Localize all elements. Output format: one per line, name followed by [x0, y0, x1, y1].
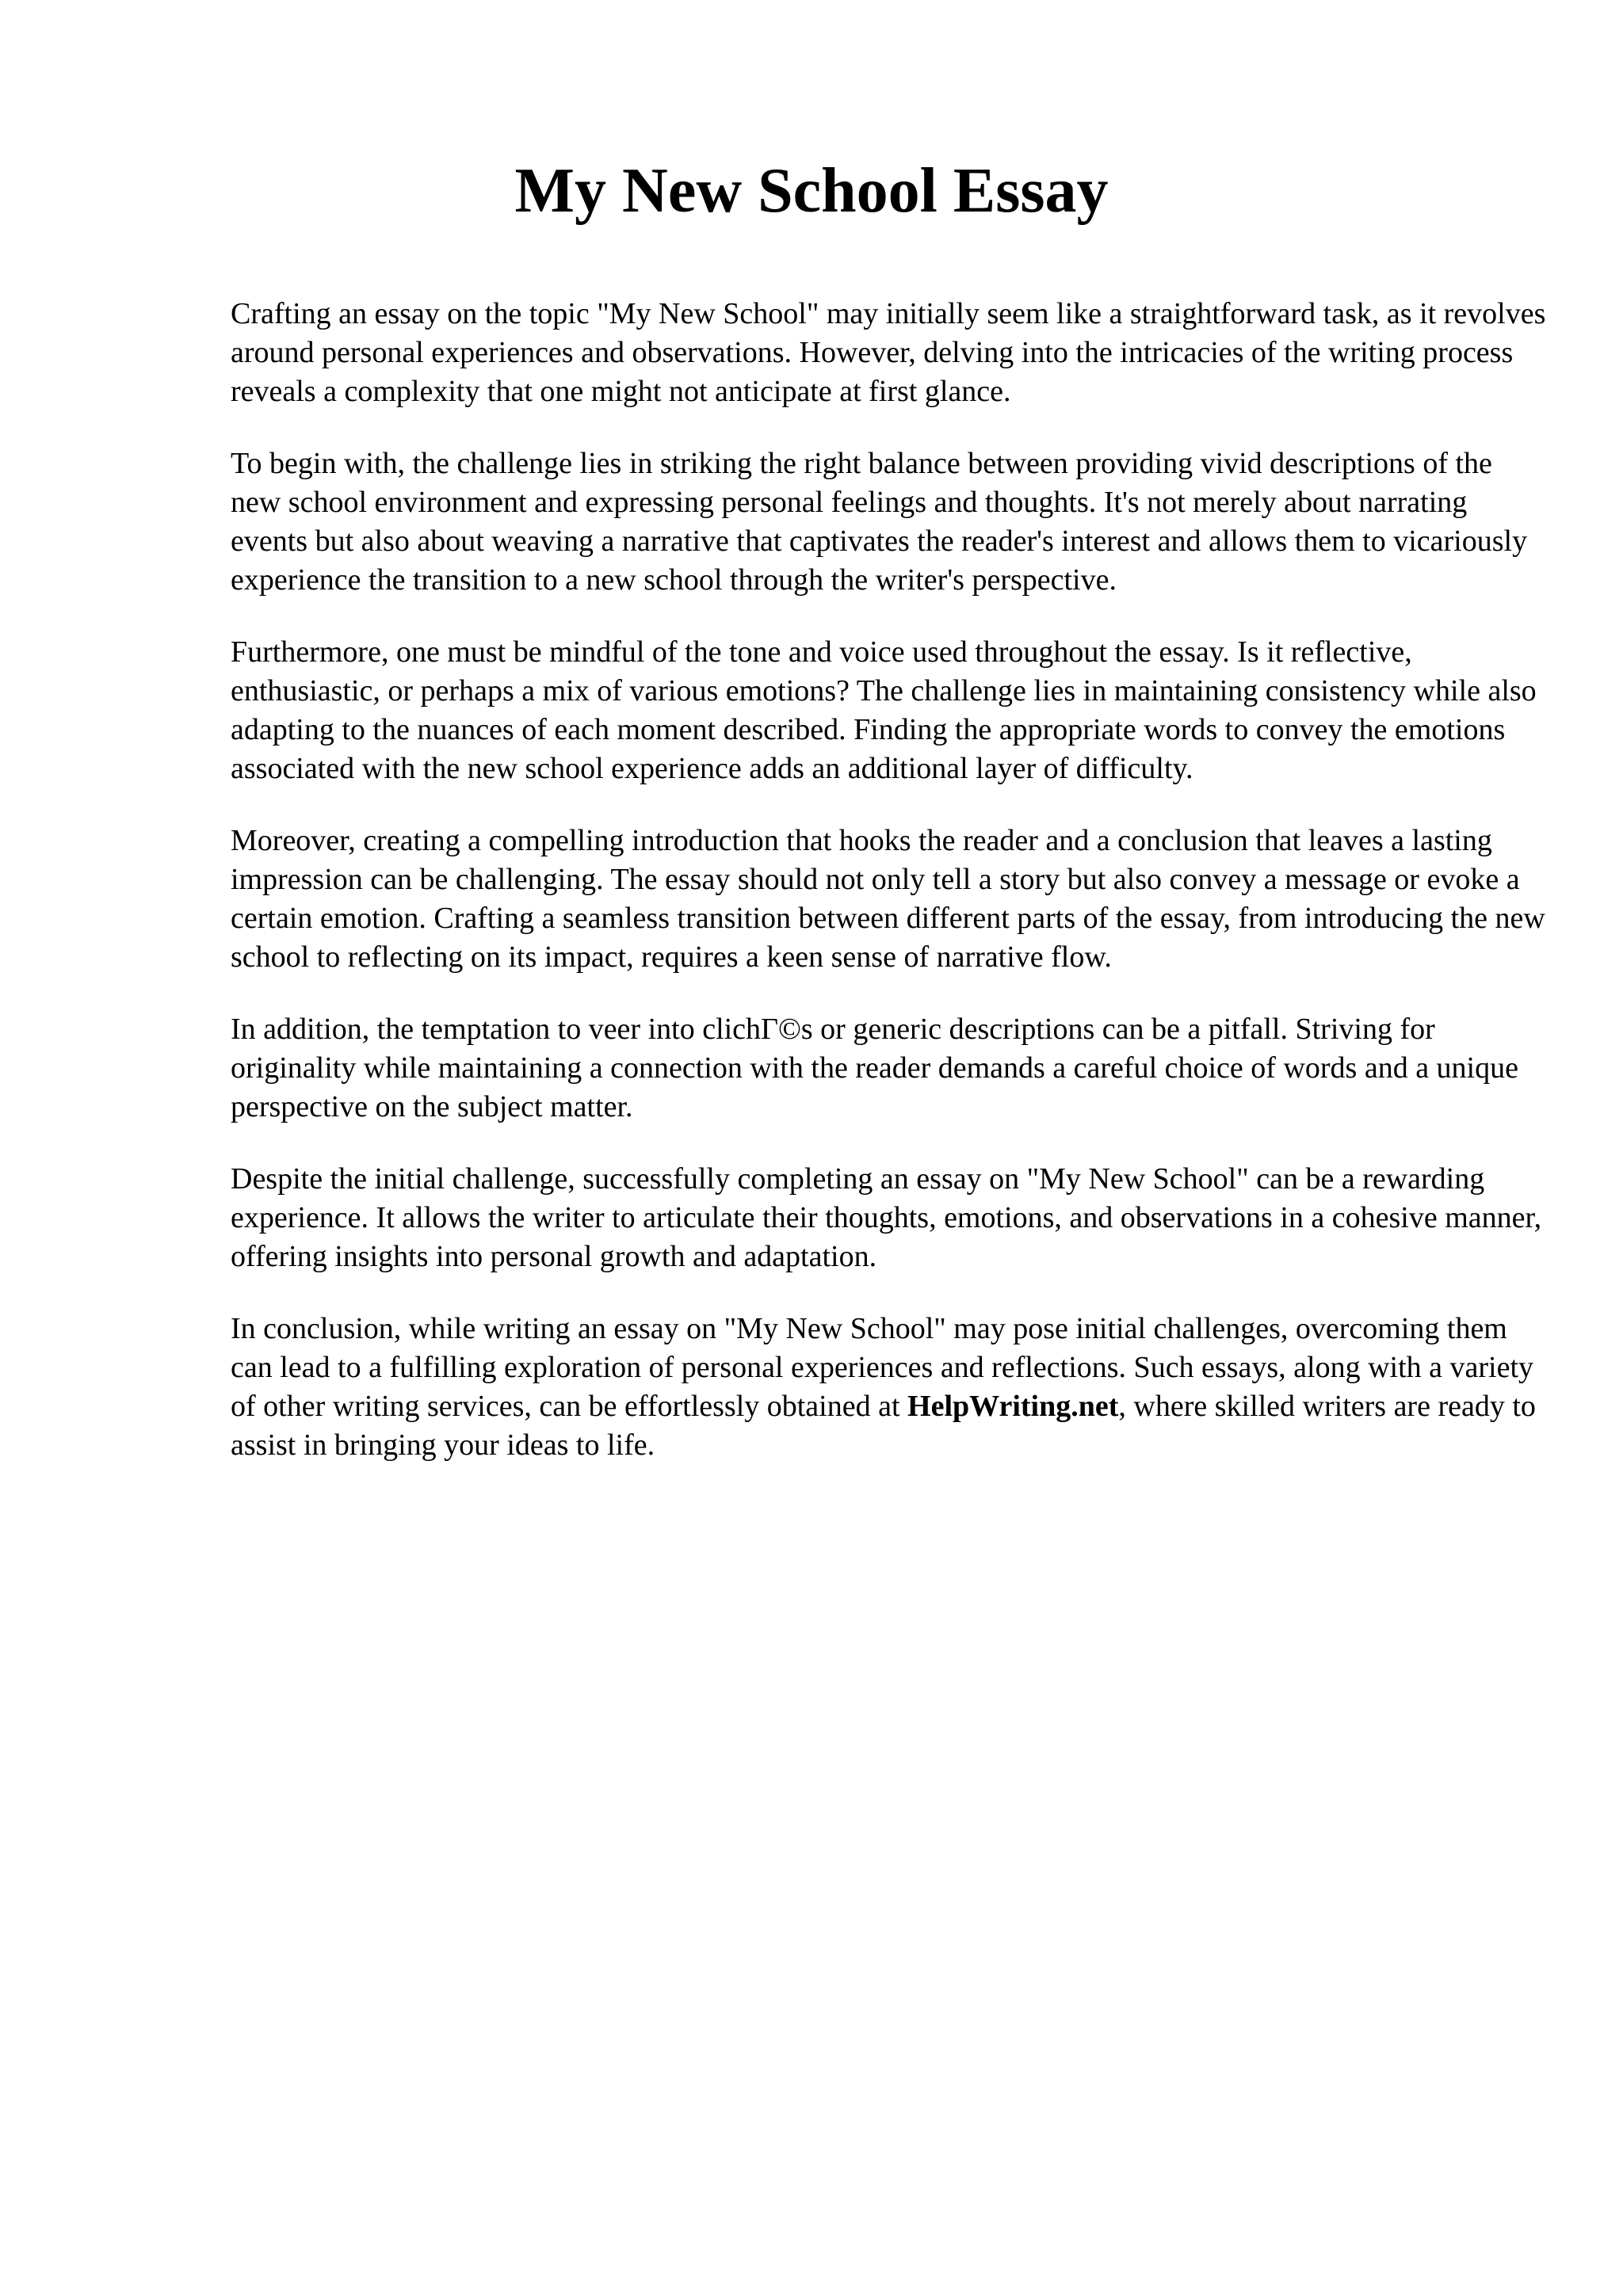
conclusion-text-end: , where skilled writers are ready to assist in bringing your ideas to life. — [231, 1390, 1536, 1462]
brand-name: HelpWriting.net — [907, 1390, 1119, 1423]
paragraph-originality: In addition, the temptation to veer into clichΓ©s or generic descriptions can be a pitfall. Striving for originality while maintaining a connection with the reader demands a careful choice of words and a unique perspective on the subject matter. — [231, 1013, 1518, 1123]
page-title: My New School Essay — [514, 156, 1109, 226]
paragraph-conclusion — [231, 1310, 1546, 1465]
paragraph-reward: Despite the initial challenge, successfully completing an essay on "My New School" can be a rewarding experience. It allows the writer to articulate their thoughts, emotions, and observations in a cohesive manner, offering insights into personal growth and adaptation. — [231, 1162, 1542, 1273]
paragraph-structure: Moreover, creating a compelling introduction that hooks the reader and a conclusion that leaves a lasting impression can be challenging. The essay should not only tell a story but also convey a message or evoke a certain emotion. Crafting a seamless transition between different parts of the essay, from introducing the new school to reflecting on its impact, requires a keen sense of narrative flow. — [231, 824, 1545, 974]
paragraph-tone: Furthermore, one must be mindful of the tone and voice used throughout the essay. Is it reflective, enthusiastic, or perhaps a mix of various emotions? The challenge lies in maintaining consistency while also adapting to the nuances of each moment described. Finding the appropriate words to convey the emotions associated with the new school experience adds an additional layer of difficulty. — [231, 635, 1537, 785]
conclusion-text-start: In conclusion, while writing an essay on "My New School" may pose initial challenges, overcoming them can lead to a fulfilling exploration of personal experiences and reflections. Such essays, along with a variety of other writing services, can be effortlessly obtained at — [231, 1312, 1534, 1423]
essay-body — [231, 295, 1546, 1465]
paragraph-intro: Crafting an essay on the topic "My New School" may initially seem like a straightforward task, as it revolves around personal experiences and observations. However, delving into the intricacies of the writing process reveals a complexity that one might not anticipate at first glance. — [231, 297, 1546, 408]
paragraph-balance: To begin with, the challenge lies in striking the right balance between providing vivid descriptions of the new school environment and expressing personal feelings and thoughts. It's not merely about narrating events but also about weaving a narrative that captivates the reader's interest and allows them to vicariously experience the transition to a new school through the writer's perspective. — [231, 447, 1528, 597]
